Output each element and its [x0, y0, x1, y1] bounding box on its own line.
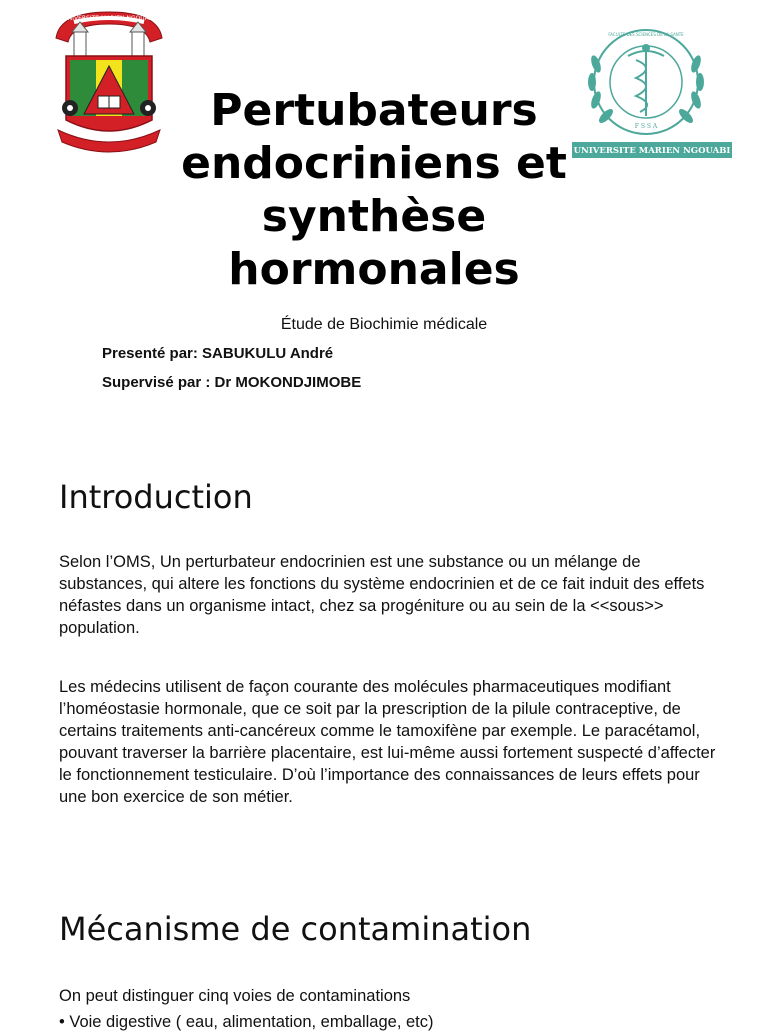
svg-text:UNIVERSITE MARIEN NGOUABI: UNIVERSITE MARIEN NGOUABI	[573, 146, 731, 156]
svg-text:FACULTE DES SCIENCES DE LA SAN: FACULTE DES SCIENCES DE LA SANTE	[608, 32, 684, 37]
introduction-paragraph: Selon l’OMS, Un perturbateur endocrinien est une substance ou un mélange de substances, qui altere les fonctions du système endocrinien et de ce fait induit des effets néfastes dans un organisme intact, chez sa progéniture ou au sein de la <<sous>> population.	[59, 553, 705, 637]
mecanisme-heading: Mécanisme de contamination	[59, 910, 532, 948]
svg-text:F S S A: F S S A	[634, 123, 658, 130]
mecanisme-paragraph: On peut distinguer cinq voies de contaminations	[59, 987, 411, 1005]
presentation-title: Pertubateurs endocriniens et synthèse hormonales	[181, 85, 567, 295]
introduction-heading: Introduction	[59, 478, 253, 516]
gear-icon	[62, 100, 78, 116]
presentation-subtitle: Étude de Biochimie médicale	[280, 316, 488, 333]
supervisor-credit: Supervisé par : Dr MOKONDJIMOBE	[102, 374, 362, 391]
presenter-credit: Presenté par: SABUKULU André	[102, 345, 334, 362]
introduction-paragraph: Les médecins utilisent de façon courante des molécules pharmaceutiques modifiant l’homéostasie hormonale, que ce soit par la prescription de la pilule contraceptive, de certains traitements anti-cancéreux comme le tamoxifène par exemple. Le paracétamol, pouvant traverser la barrière placentaire, est lui-même aussi fortement suspecté d’affecter le fonctionnement testiculaire. D’où l’importance des connaissances de leurs effets pour une bon exercice de son métier.	[59, 678, 716, 806]
mecanisme-bullet-item: • Voie digestive ( eau, alimentation, emballage, etc)	[59, 1013, 434, 1031]
svg-text:UNIVERSITE MARIEN NGOUABI: UNIVERSITE MARIEN NGOUABI	[63, 15, 155, 22]
